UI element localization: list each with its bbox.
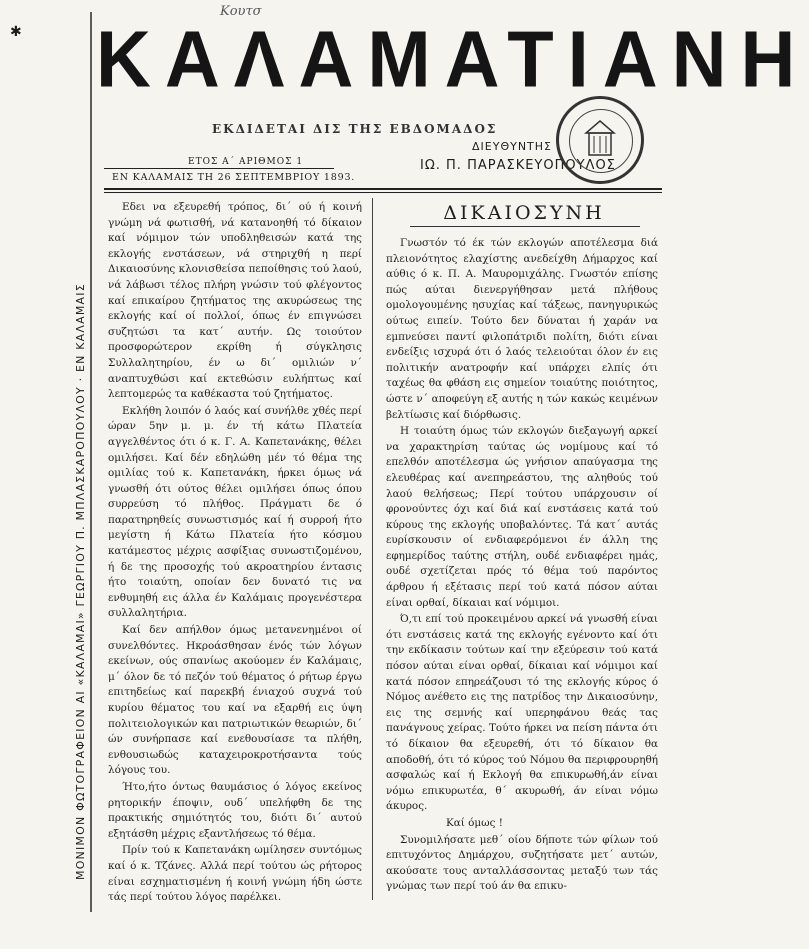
side-photographer-stamp: ΜΟΝΙΜΟΝ ΦΩΤΟΓΡΑΦΕΙΟΝ ΑΙ «ΚΑΛΑΜΑΙ» ΓΕΩΡΓΙΟΥ Π. ΜΠΛΑΣΚΑΡΟΠΟΥΛΟΥ · ΕΝ ΚΑΛΑΜΑΙΣ [74, 283, 87, 880]
left-paragraph: Ήτο,ήτο όντως θαυμάσιος ό λόγος εκείνος ρητορικήν έποψιν, ουδ΄ υπελήφθη δε της πρακτικής σημιότητός του, διότι δι΄ αυτού εξητάσθη μέχρις εξαντλήσεως τό θέμα. [108, 780, 362, 840]
right-article [386, 236, 658, 895]
right-paragraph: Η τοιαύτη όμως τών εκλογών διεξαγωγή αρκεί να χαρακτηρίση ταύτας ώς νομίμους καί τό επελθόν αποτέλεσμα ώς γνήσιον απαύγασμα της ελευθέρας καί ανεπηρεάστου, της αληθούς τού λαού θελήσεως; Περί τούτου υπάρχουσιν οί φρονούντες όχι καί διά καί ενστάσεις κατά τού κύρους της εκλογής υποβαλόντες. Τά κατ΄ αυτάς ευρίσκουσιν οί ενδιαφερόμενοι έν άλλη της εφημερίδος ταύτης στήλη, ουδέ ενδιαφέρει ημάς, ουδέ σχετίζεται πρός τό θέμα τού παρόντος άρθρου ή εξέτασις περί τού κατά πόσον αύται είναι ορθαί, δίκαιαι καί νόμιμοι. [386, 425, 658, 609]
right-paragraph: Καί όμως ! [446, 816, 503, 829]
left-paragraph: Καί δεν απήλθον όμως μετανενημένοι οί συνελθόντες. Ηκροάσθησαν ένός τών λόγων εκείνων, ούς σπανίως ακούομεν έν Καλάμαις, μ΄ όλον δε τό πεζόν τού θέματος ό ρήτωρ έργω επιτηδείως καί παρεκβή ένιαχού συχνά τού κυρίου θέματος του καί να εξαρθή εις ύψη πολιτειολογικών και πατριωτικών θεωριών, δι΄ ών συνήρπασε καί ενεθουσίασε τα πλήθη, ενθουσιωδώς καταχειροκροτήσαντα τούς λόγους του. [108, 624, 362, 777]
right-paragraph: Ό,τι επί τού προκειμένου αρκεί νά γνωσθή είναι ότι ενστάσεις κατά της εκλογής εγένοντο καί ότι την εκδίκασιν τούτων καί την εξεύρεσιν τού κατά πόσον αύται είναι ορθαί, δίκαιαι καί νόμιμοι καί κατά πόσον επηρεάζουσι τό της εκλογής κύρος ό Νόμος ανέθετο εις της πατρίδος την Δικαιοσύνην, εις της σεμνής καί υπερηφάνου θεάς τας πανάγνους χείρας. Τούτο ήρκει να πείση πάντα ότι τό δίκαιον θα εξευρεθή, ότι τό δίκαιον θα αποδοθή, ότι τό κύρος τού Νόμου θα περιφρουρηθή ασφαλώς καί ή Εκλογή θα επικυρωθή,άν είναι νόμω επικυρωτέα, θ΄ ακυρωθή, άν είναι νόμω άκυρος. [386, 613, 658, 813]
column-divider [372, 198, 373, 900]
building-icon [583, 119, 617, 159]
article-title: ΔΙΚΑΙΟΣΥΝΗ [443, 202, 605, 224]
masthead-rule [104, 168, 334, 169]
year-issue-number: ΕΤΟΣ Α΄ ΑΡΙΘΜΟΣ 1 [188, 157, 304, 167]
newspaper-title: ΚΑΛΑΜΑΤΙΑΝΗ [96, 14, 809, 105]
header-divider [104, 188, 662, 190]
right-paragraph: Γνωστόν τό έκ τών εκλογών αποτέλεσμα διά πλειονότητος ελαχίστης ανεδείχθη Δήμαρχος καί αύθις ό κ. Π. Α. Μαυρομιχάλης. Γνωστόν επίσης πώς αύται διενεργήθησαν μετά πλήθους ομολογουμένης ησυχίας καί τάξεως, πανηγυρικώς ούτως ειπείν. Τούτο δεν δύναται ή χαράν να εμπνεύσει παντί φιλοπάτριδι πολίτη, διότι είναι ενδείξις ισχυρά ότι ό λαός τελειούται όλον έν εις πολιτικήν ανατροφήν καί υπάρχει ελπίς ότι ταχέως θα φθάση εις σημείον τοιαύτης ποιότητος, ώστε ν΄ αποφεύγη εξ αυτής η τών κακώς κειμένων βελτίωσις καί διόρθωσις. [386, 237, 658, 421]
publication-frequency: ΕΚΔΙΔΕΤΑΙ ΔΙΣ ΤΗΣ ΕΒΔΟΜΑΔΟΣ [212, 122, 498, 136]
left-article [108, 200, 362, 906]
left-paragraph: Εδει να εξευρεθή τρόπος, δι΄ ού ή κοινή γνώμη νά φωτισθή, νά κατανοηθή τό δίκαιον καί νόμιμον τών υποδληθεισών κατά της εκλογής ενστάσεων, νά στηριχθή η περί Δικαιοσύνης κλονισθείσα πεποίθησις τού λαού, νά λάβωσι τέλος πλήρη γνώσιν τού φλέγοντος καί επικαίρου ζητήματος της ακυρώσεως της εκλογής καί οί πολλοί, όπως έν επιγνώσει συζητώσι τα κατ΄ αυτήν. Ως τοιούτον προσφορώτερον εκρίθη ή σύγκλησις Συλλαλητηρίου, έν ω δι΄ ομιλιών ν΄ αναπτυχθώσι καί εκτεθώσιν ευλήπτως καί λεπτομερώς τα καθέκαστα τού ζητήματος. [108, 201, 362, 401]
director-label: ΔΙΕΥΘΥΝΤΗΣ [472, 140, 552, 153]
handwritten-scribble: Κουτσ [220, 4, 262, 19]
right-paragraph: Συνομιλήσατε μεθ΄ οίου δήποτε τών φίλων τού επιτυχόντος Δημάρχου, συζητήσατε μετ΄ αυτών, ακούσατε τους ανταλλάσσοντας μεταξύ των τάς γνώμας των περί τού άν θα επικυ- [386, 833, 658, 893]
issue-date: ΕΝ ΚΑΛΑΜΑΙΣ ΤΗ 26 ΣΕΠΤΕΜΒΡΙΟΥ 1893. [112, 172, 356, 183]
left-paragraph: Πρίν τού κ Καπετανάκη ωμίλησεν συντόμως καί ό κ. Τζάνες. Αλλά περί τούτου ώς ρήτορος είναι εσχηματισμένη ή κοινή γνώμη ήδη ώστε τάς περί τούτου λόγος παρέλκει. [108, 844, 362, 904]
library-seal-icon [556, 96, 644, 184]
left-paragraph: Εκλήθη λοιπόν ό λαός καί συνήλθε χθές περί ώραν 5ην μ. μ. έν τή κάτω Πλατεία αγγελθέντος ότι ό κ. Γ. Α. Καπετανάκης, θέλει ομιλήσει. Καί δέν εδηλώθη μέν τό θέμα της ομιλίας τού κ. Καπετανάκη, ήρκει όμως νά γνωσθή ότι ούτος θέλει ομιλήσει όπως όπου συρρεύση τό πλήθος. Πράγματι δε ό παρατηρηθείς συνωστισμός καί ή συρροή ήτο μεγίστη ή Κάτω Πλατεία ήτο κόσμου κατάμεστος μέχρις ασφίξιας συνωστιζομένου, ή δε της προσοχής τού ακροατηρίου έντασις ήτο τοιαύτη, οποίαν δεν δυνατό τις να ενθυμηθή εις άλλα έν Καλάμαις προγενέστερα συλλαλητήρια. [108, 404, 362, 620]
header-divider-thin [104, 192, 662, 193]
margin-rule [90, 12, 92, 912]
star-mark-icon: ✱ [10, 24, 22, 40]
title-rule [410, 226, 640, 227]
director-name: ΙΩ. Π. ΠΑΡΑΣΚΕΥΟΠΟΥΛΟΣ [420, 158, 616, 173]
